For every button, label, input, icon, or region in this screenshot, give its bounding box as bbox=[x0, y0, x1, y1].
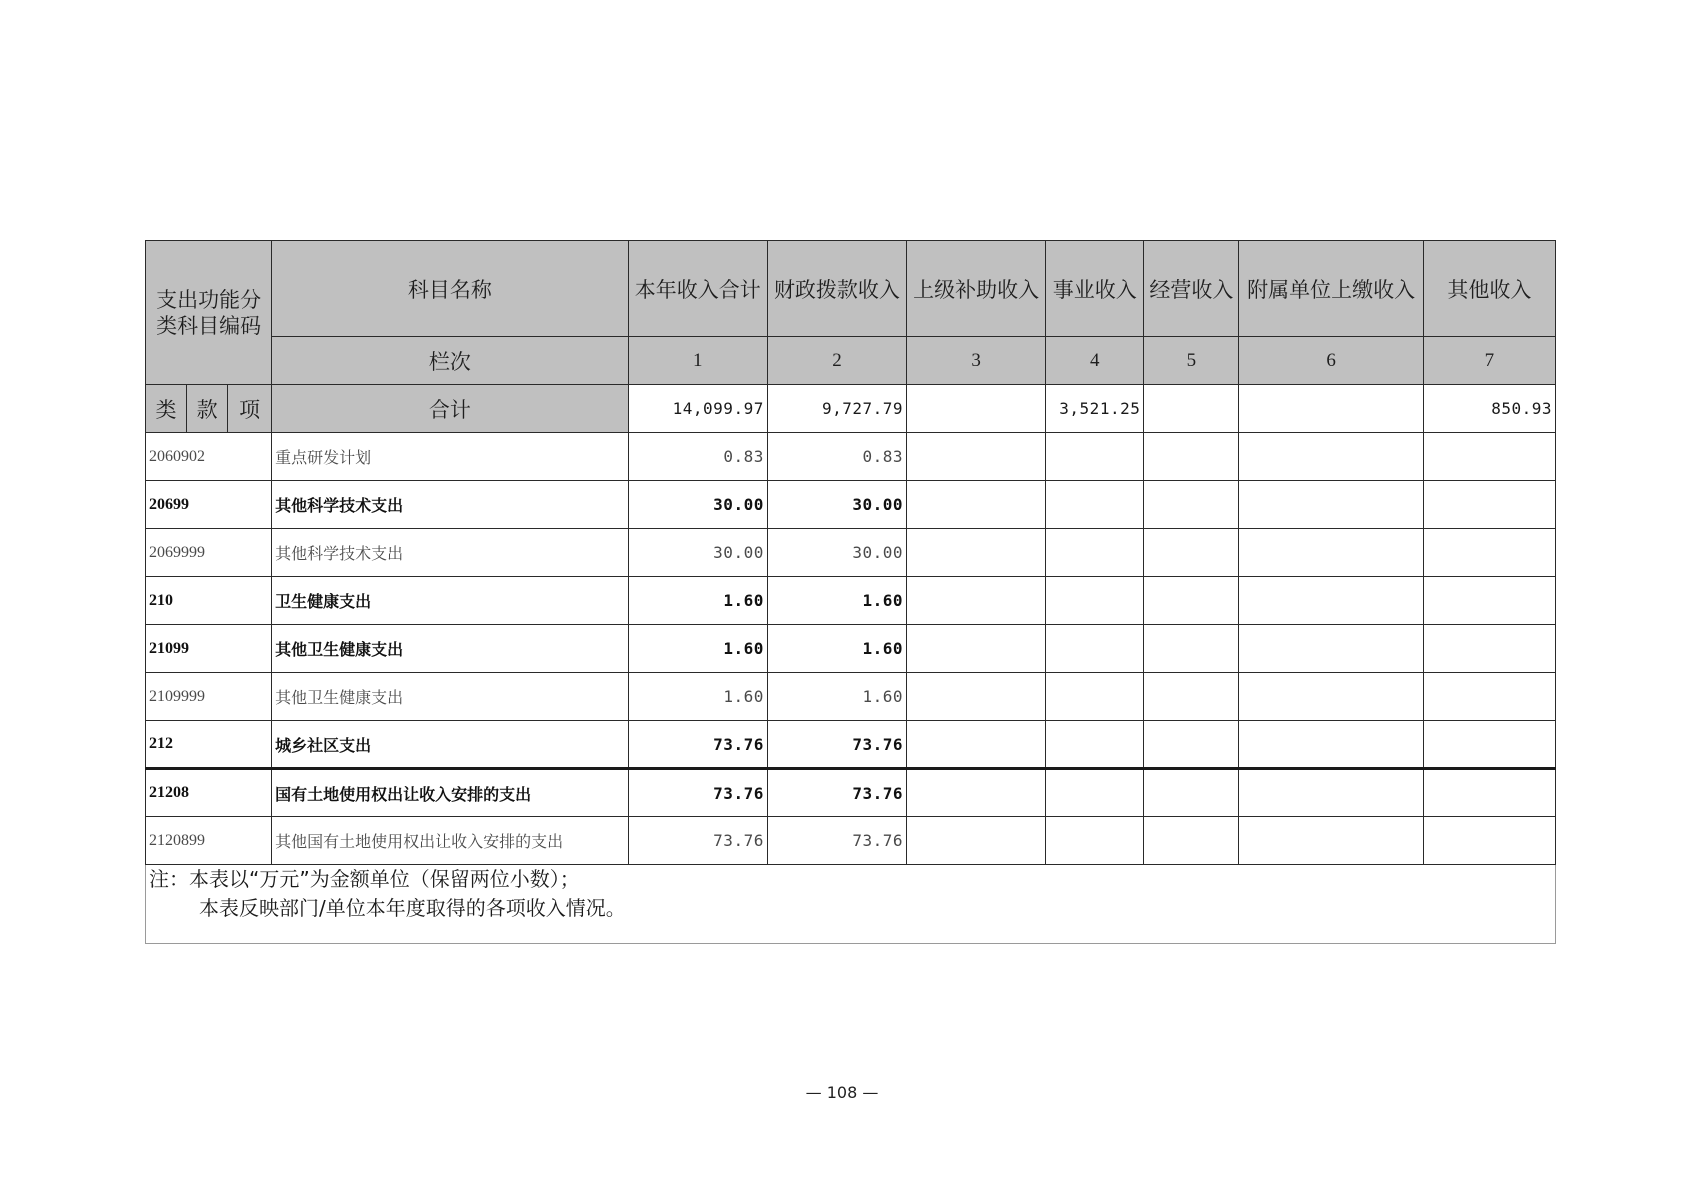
row-value: 30.00 bbox=[628, 529, 767, 577]
total-label: 合计 bbox=[272, 385, 629, 433]
col-number-7: 7 bbox=[1423, 337, 1555, 385]
row-value bbox=[1144, 481, 1239, 529]
row-code: 21208 bbox=[146, 769, 272, 817]
row-value bbox=[907, 481, 1046, 529]
row-name: 国有土地使用权出让收入安排的支出 bbox=[272, 769, 629, 817]
subject-name-header: 科目名称 bbox=[272, 241, 629, 337]
row-code: 2069999 bbox=[146, 529, 272, 577]
row-value: 73.76 bbox=[767, 769, 906, 817]
note-line-2: 本表反映部门/单位本年度取得的各项收入情况。 bbox=[199, 896, 626, 920]
row-name: 其他科学技术支出 bbox=[272, 529, 629, 577]
col-header-5: 经营收入 bbox=[1144, 241, 1239, 337]
row-value bbox=[1423, 481, 1555, 529]
row-name: 其他科学技术支出 bbox=[272, 481, 629, 529]
row-value bbox=[1144, 433, 1239, 481]
col-header-1: 本年收入合计 bbox=[628, 241, 767, 337]
table-row bbox=[146, 721, 1556, 769]
income-table-sheet bbox=[145, 240, 1556, 944]
table-row bbox=[146, 769, 1556, 817]
table-row bbox=[146, 817, 1556, 865]
row-value bbox=[1423, 529, 1555, 577]
col-number-2: 2 bbox=[767, 337, 906, 385]
row-value bbox=[1423, 817, 1555, 865]
row-value bbox=[907, 433, 1046, 481]
row-value bbox=[1046, 625, 1144, 673]
row-code: 20699 bbox=[146, 481, 272, 529]
row-value bbox=[1239, 769, 1423, 817]
total-value: 850.93 bbox=[1423, 385, 1555, 433]
row-value: 73.76 bbox=[628, 721, 767, 769]
row-value bbox=[907, 673, 1046, 721]
row-name: 卫生健康支出 bbox=[272, 577, 629, 625]
row-name: 重点研发计划 bbox=[272, 433, 629, 481]
page-number: — 108 — bbox=[805, 1083, 879, 1102]
row-code: 212 bbox=[146, 721, 272, 769]
row-value bbox=[1144, 529, 1239, 577]
row-name: 其他卫生健康支出 bbox=[272, 673, 629, 721]
row-value bbox=[1144, 625, 1239, 673]
row-code: 2109999 bbox=[146, 673, 272, 721]
sub-code-lei: 类 bbox=[146, 385, 187, 433]
col-number-1: 1 bbox=[628, 337, 767, 385]
row-value bbox=[1423, 769, 1555, 817]
row-value: 1.60 bbox=[767, 673, 906, 721]
col-header-4: 事业收入 bbox=[1046, 241, 1144, 337]
row-value bbox=[1423, 433, 1555, 481]
row-value bbox=[907, 721, 1046, 769]
row-value: 73.76 bbox=[767, 817, 906, 865]
col-header-7: 其他收入 bbox=[1423, 241, 1555, 337]
total-value bbox=[907, 385, 1046, 433]
row-value bbox=[1423, 577, 1555, 625]
row-value bbox=[1046, 817, 1144, 865]
table-row bbox=[146, 433, 1556, 481]
col-header-2: 财政拨款收入 bbox=[767, 241, 906, 337]
row-value bbox=[1239, 529, 1423, 577]
row-value bbox=[1239, 673, 1423, 721]
col-header-6: 附属单位上缴收入 bbox=[1239, 241, 1423, 337]
row-name: 城乡社区支出 bbox=[272, 721, 629, 769]
row-value bbox=[1046, 577, 1144, 625]
row-value bbox=[1046, 433, 1144, 481]
col-number-4: 4 bbox=[1046, 337, 1144, 385]
row-code: 2060902 bbox=[146, 433, 272, 481]
table-row bbox=[146, 625, 1556, 673]
row-value: 30.00 bbox=[767, 529, 906, 577]
row-name: 其他国有土地使用权出让收入安排的支出 bbox=[272, 817, 629, 865]
row-value: 30.00 bbox=[628, 481, 767, 529]
row-value bbox=[1239, 577, 1423, 625]
row-value: 1.60 bbox=[628, 577, 767, 625]
row-value: 73.76 bbox=[628, 817, 767, 865]
row-code: 2120899 bbox=[146, 817, 272, 865]
row-value bbox=[1239, 625, 1423, 673]
row-value bbox=[1046, 481, 1144, 529]
table-row bbox=[146, 529, 1556, 577]
row-value bbox=[1423, 721, 1555, 769]
row-name: 其他卫生健康支出 bbox=[272, 625, 629, 673]
row-value bbox=[1046, 673, 1144, 721]
table-row bbox=[146, 481, 1556, 529]
row-code: 21099 bbox=[146, 625, 272, 673]
row-value bbox=[907, 577, 1046, 625]
income-summary-table bbox=[145, 240, 1556, 944]
row-value bbox=[907, 817, 1046, 865]
col-number-5: 5 bbox=[1144, 337, 1239, 385]
total-value bbox=[1144, 385, 1239, 433]
row-value bbox=[907, 769, 1046, 817]
row-value: 73.76 bbox=[767, 721, 906, 769]
column-number-row bbox=[146, 337, 1556, 385]
code-group-header: 支出功能分类科目编码 bbox=[146, 241, 272, 385]
col-number-6: 6 bbox=[1239, 337, 1423, 385]
row-code: 210 bbox=[146, 577, 272, 625]
row-value bbox=[1239, 817, 1423, 865]
total-value: 9,727.79 bbox=[767, 385, 906, 433]
row-value bbox=[1239, 721, 1423, 769]
total-value: 3,521.25 bbox=[1046, 385, 1144, 433]
row-value bbox=[1239, 433, 1423, 481]
row-value: 73.76 bbox=[628, 769, 767, 817]
row-value bbox=[1423, 673, 1555, 721]
table-row bbox=[146, 673, 1556, 721]
row-value: 1.60 bbox=[767, 577, 906, 625]
total-row bbox=[146, 385, 1556, 433]
col-number-3: 3 bbox=[907, 337, 1046, 385]
row-value: 30.00 bbox=[767, 481, 906, 529]
sub-code-xiang: 项 bbox=[228, 385, 272, 433]
total-value bbox=[1239, 385, 1423, 433]
row-value bbox=[1144, 817, 1239, 865]
note-row bbox=[146, 865, 1556, 944]
row-value bbox=[1239, 481, 1423, 529]
row-value bbox=[1046, 769, 1144, 817]
row-value: 0.83 bbox=[628, 433, 767, 481]
total-value: 14,099.97 bbox=[628, 385, 767, 433]
row-value: 1.60 bbox=[628, 673, 767, 721]
row-label-header: 栏次 bbox=[272, 337, 629, 385]
row-value bbox=[1046, 721, 1144, 769]
row-value bbox=[1046, 529, 1144, 577]
row-value: 0.83 bbox=[767, 433, 906, 481]
header-row bbox=[146, 241, 1556, 337]
row-value: 1.60 bbox=[628, 625, 767, 673]
table-note bbox=[146, 865, 1556, 944]
sub-code-kuan: 款 bbox=[187, 385, 228, 433]
row-value: 1.60 bbox=[767, 625, 906, 673]
row-value bbox=[1144, 769, 1239, 817]
note-line-1: 注：本表以“万元”为金额单位（保留两位小数）； bbox=[149, 867, 580, 891]
row-value bbox=[1144, 673, 1239, 721]
col-header-3: 上级补助收入 bbox=[907, 241, 1046, 337]
row-value bbox=[1423, 625, 1555, 673]
row-value bbox=[907, 529, 1046, 577]
table-row bbox=[146, 577, 1556, 625]
row-value bbox=[1144, 721, 1239, 769]
row-value bbox=[1144, 577, 1239, 625]
row-value bbox=[907, 625, 1046, 673]
